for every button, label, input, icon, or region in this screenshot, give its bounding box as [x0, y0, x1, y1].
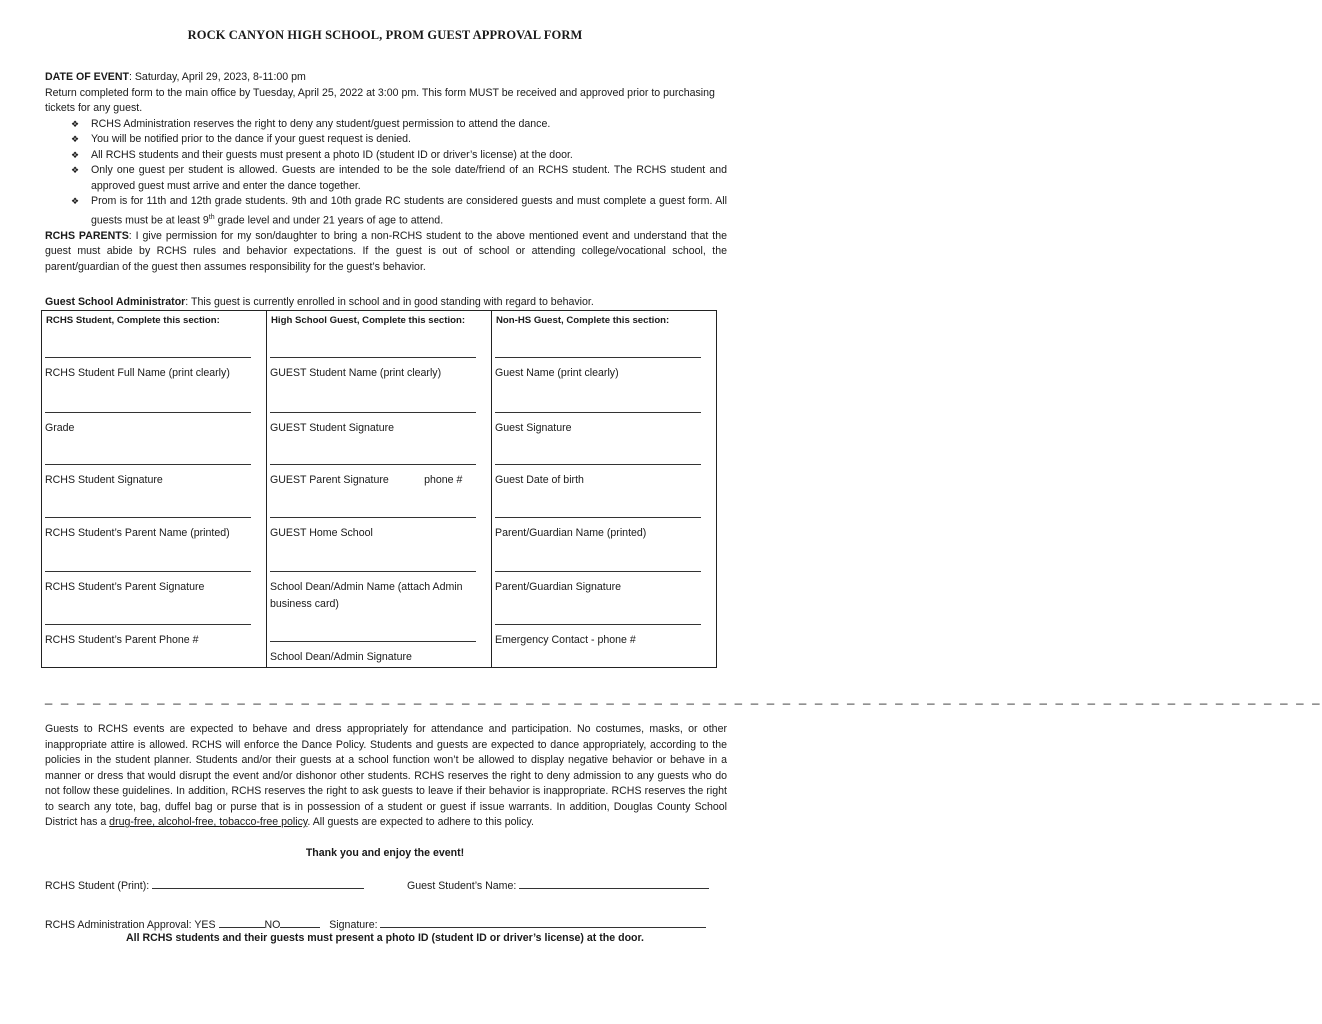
rchs-parent-signature-field[interactable]: RCHS Student’s Parent Signature — [45, 571, 255, 596]
list-item: ❖ RCHS Administration reserves the right to deny any student/guest permission to attend the dance. — [91, 117, 727, 133]
guest-home-school-field[interactable]: GUEST Home School — [270, 517, 480, 542]
bullet-diamond-icon: ❖ — [71, 118, 80, 129]
guest-dob-field[interactable]: Guest Date of birth — [495, 464, 705, 489]
admin-signature-field[interactable] — [380, 916, 706, 928]
bullet-diamond-icon: ❖ — [71, 165, 80, 175]
thanks-message: Thank you and enjoy the event! — [305, 847, 465, 859]
guest-signature-field[interactable]: Guest Signature — [495, 412, 705, 437]
hs-guest-column — [267, 311, 492, 667]
approval-yes-field[interactable] — [219, 916, 265, 928]
guest-admin-statement: Guest School Administrator: This guest is currently enrolled in school and in good standing with regard to behavior. — [45, 296, 594, 308]
guardian-name-field[interactable]: Parent/Guardian Name (printed) — [495, 517, 705, 542]
intro-section — [45, 70, 727, 275]
list-item: ❖ You will be notified prior to the dance if your guest request is denied. — [91, 132, 727, 148]
guest-student-name-field[interactable]: GUEST Student Name (print clearly) — [270, 357, 480, 382]
list-item: ❖ Prom is for 11th and 12th grade students. 9th and 10th grade RC students are considered guests and must complete a guest form. All guests must be at least 9th grade level and under 21 years of age to attend. — [71, 195, 727, 227]
list-item: ❖ Only one guest per student is allowed. Guests are intended to be the sole date/friend of an RCHS student. The RCHS student and approved guest must arrive and enter the dance together. — [71, 164, 727, 192]
guest-student-name-input[interactable] — [519, 877, 709, 889]
dance-policy: Guests to RCHS events are expected to behave and dress appropriately for attendance and participation. No costumes, masks, or other inappropriate attire is allowed. RCHS will enforce the Dance Policy. Students and guests are expected to dance appropriately, according to the policies in the student planner. Students and/or their guests at a school function won’t be allowed to display negative behavior or behave in a manner or dress that would disrupt the event and/or dishonor other students. RCHS reserves the right to deny admission to any guests who do not follow these guidelines. In addition, RCHS reserves the right to ask guests to leave if their behavior is inappropriate. RCHS reserves the right to search any tote, bag, duffel bag or purse that is in possession of a student or guest if issue warrants. In addition, Douglas County School District has a drug-free, alcohol-free, tobacco-free policy. All guests are expected to adhere to this policy. — [45, 723, 727, 828]
return-instructions: Return completed form to the main office by Tuesday, April 25, 2022 at 3:00 pm. This form MUST be received and approved prior to purchasing tickets for any guest. — [45, 86, 715, 114]
column-header: Non-HS Guest, Complete this section: — [496, 315, 670, 326]
parents-label: RCHS PARENTS — [45, 229, 129, 242]
rchs-student-name-field[interactable]: RCHS Student Full Name (print clearly) — [45, 357, 255, 382]
rchs-student-column — [42, 311, 267, 667]
student-print-row: RCHS Student (Print): — [45, 877, 364, 892]
guardian-signature-field[interactable]: Parent/Guardian Signature — [495, 571, 705, 596]
bullet-diamond-icon: ❖ — [71, 149, 80, 160]
dean-admin-signature-field[interactable]: School Dean/Admin Signature — [270, 641, 480, 666]
rules-list — [45, 117, 727, 229]
drug-free-policy-link: drug-free, alcohol-free, tobacco-free policy — [109, 816, 308, 828]
rchs-student-signature-field[interactable]: RCHS Student Signature — [45, 464, 255, 489]
non-hs-guest-column — [492, 311, 716, 667]
guest-parent-signature-field[interactable]: GUEST Parent Signature phone # — [270, 464, 480, 489]
footer-id-notice: All RCHS students and their guests must present a photo ID (student ID or driver’s license) at the door. — [126, 932, 644, 944]
approval-no-field[interactable] — [280, 916, 320, 928]
column-header: High School Guest, Complete this section: — [271, 315, 466, 326]
list-item: ❖ All RCHS students and their guests must present a photo ID (student ID or driver’s license) at the door. — [91, 148, 727, 164]
parents-permission: RCHS PARENTS: I give permission for my son/daughter to bring a non-RCHS student to the above mentioned event and understand that the guest must abide by RCHS rules and behavior expectations. If the guest is out of school or attending college/vocational school, the parent/guardian of the guest then assumes responsibility for the guest’s behavior. — [45, 229, 727, 273]
bullet-diamond-icon: ❖ — [71, 134, 80, 144]
column-header: RCHS Student, Complete this section: — [46, 315, 220, 326]
event-date-line — [45, 70, 727, 86]
guest-name-row: Guest Student’s Name: — [407, 877, 709, 892]
guest-student-signature-field[interactable]: GUEST Student Signature — [270, 412, 480, 437]
rchs-grade-field[interactable]: Grade — [45, 412, 255, 437]
guest-name-field[interactable]: Guest Name (print clearly) — [495, 357, 705, 382]
form-title: ROCK CANYON HIGH SCHOOL, PROM GUEST APPROVAL FORM — [187, 28, 583, 42]
approval-row: RCHS Administration Approval: YES NO Signature: — [45, 916, 706, 931]
signature-grid — [41, 310, 717, 668]
bullet-diamond-icon: ❖ — [71, 196, 80, 206]
emergency-contact-field[interactable]: Emergency Contact - phone # — [495, 624, 705, 649]
rchs-parent-phone-field[interactable]: RCHS Student’s Parent Phone # — [45, 624, 255, 649]
rchs-parent-name-field[interactable]: RCHS Student’s Parent Name (printed) — [45, 517, 255, 542]
cut-line-divider: _ _ _ _ _ _ _ _ _ _ _ _ _ _ _ _ _ _ _ _ _ _ _ _ _ _ _ _ _ _ _ _ _ _ _ _ _ _ _ _ _ _ _ _ _ _ _ _ _ _ _ _ _ _ _ _ _ _ _ _ _ _ _ _ _ _ _ _ _ _ _ _ _ _ _ _ _ _ _ _ — [45, 690, 1322, 705]
event-date-label: DATE OF EVENT — [45, 71, 129, 83]
event-date-value: : Saturday, April 29, 2023, 8-11:00 pm — [128, 71, 306, 83]
student-print-field[interactable] — [152, 877, 364, 889]
guest-admin-label: Guest School Administrator — [45, 296, 186, 308]
dean-admin-name-field[interactable]: School Dean/Admin Name (attach Admin business card) — [270, 571, 480, 613]
